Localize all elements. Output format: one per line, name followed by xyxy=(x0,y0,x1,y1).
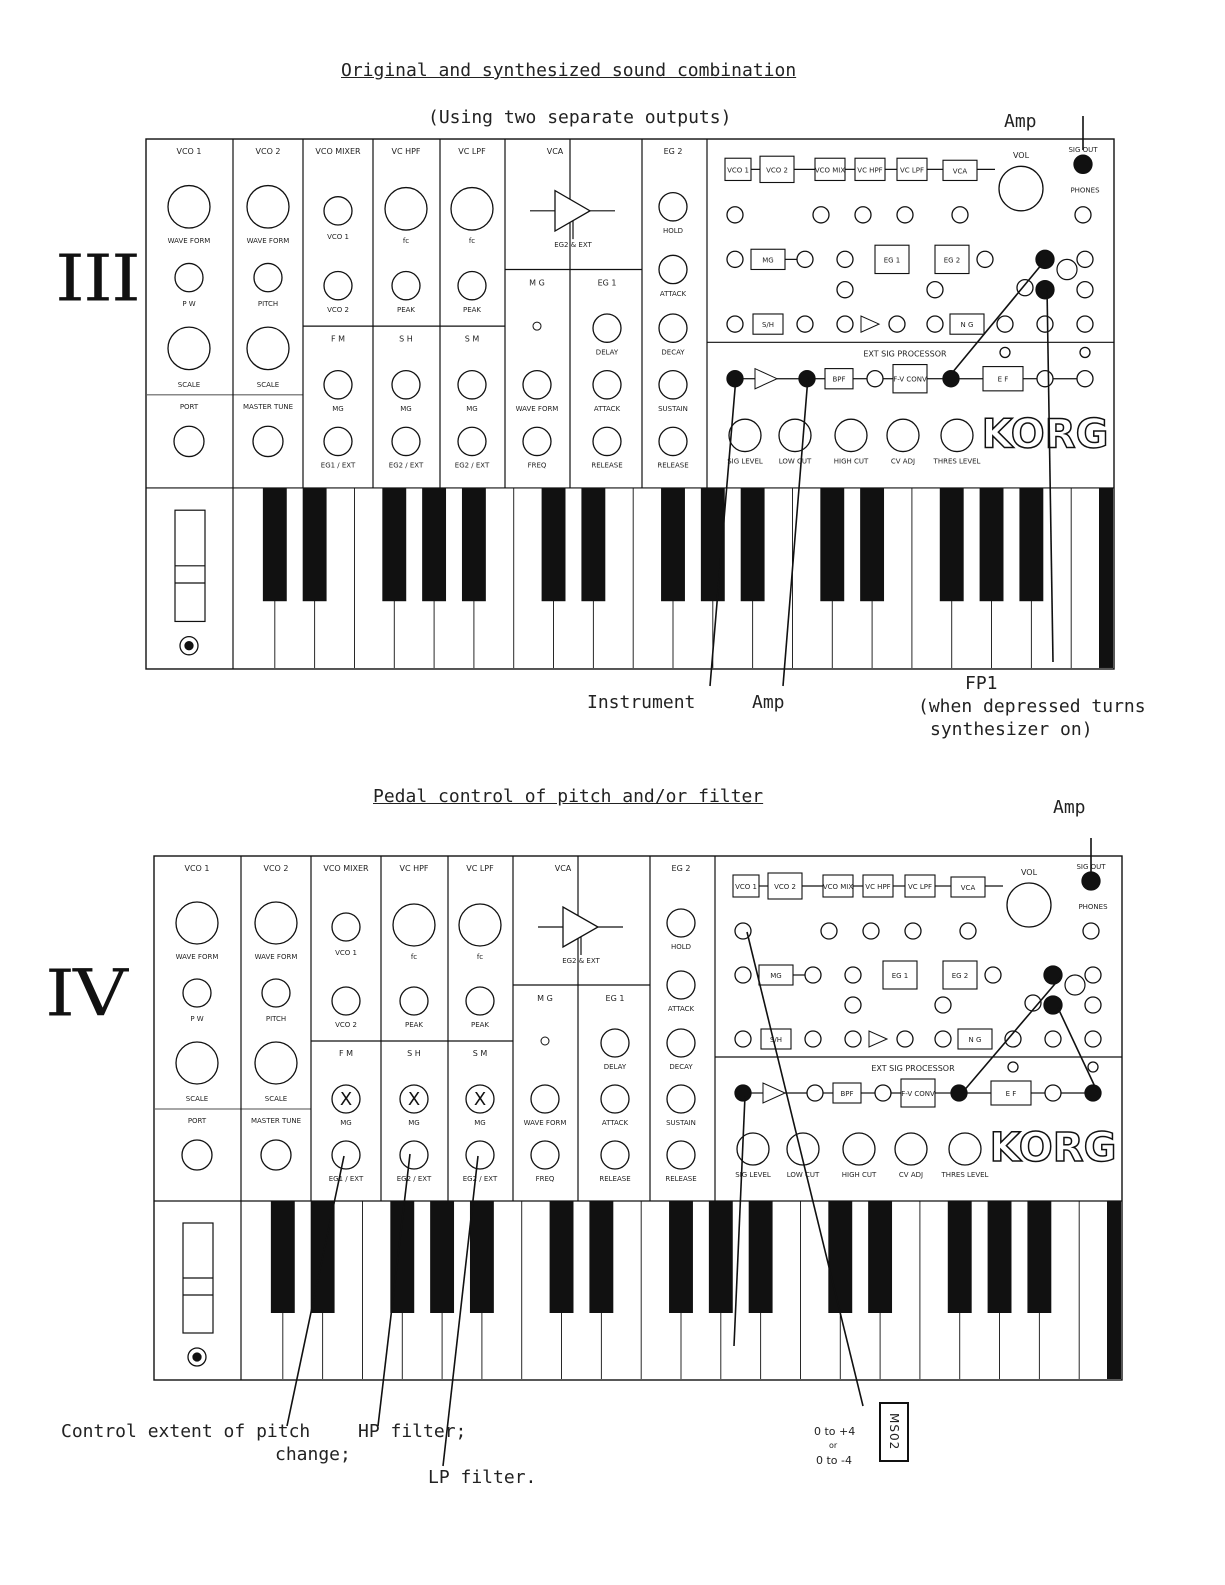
patch-vcomix-box-label: VCO MIX xyxy=(814,165,846,175)
hpf-peak-label: PEAK xyxy=(404,1021,424,1029)
section-iii-fp1-note-1: (when depressed turns xyxy=(918,696,1146,717)
eg2-decay-label: DECAY xyxy=(661,347,685,357)
patch-eg1-box-label: EG 1 xyxy=(883,255,901,265)
patch-vol-label: VOL xyxy=(1012,151,1030,161)
vco2-waveform-label: WAVE FORM xyxy=(254,953,298,961)
patch-phones-label: PHONES xyxy=(1070,185,1100,195)
patch-sh-box-label: S/H xyxy=(761,320,775,330)
mod-eg-label-1: EG2 / EXT xyxy=(396,1175,432,1183)
eg2-release-label: RELEASE xyxy=(665,1175,697,1183)
vco2-scale-label: SCALE xyxy=(256,379,280,389)
ext-knob-label-0: SIG LEVEL xyxy=(727,456,763,466)
section-iii-instrument-label: Instrument xyxy=(587,692,696,713)
section-iv-control-label-1: Control extent of pitch xyxy=(61,1421,311,1442)
section-header-2: VCO MIXER xyxy=(315,147,361,157)
section-iv-amp-top-label: Amp xyxy=(1053,797,1086,818)
patch-eg1-box-label: EG 1 xyxy=(891,972,909,980)
lower-header-1: S H xyxy=(407,1049,421,1058)
section-header-0: VCO 1 xyxy=(176,147,202,157)
section-iv-title: Pedal control of pitch and/or filter xyxy=(373,786,764,807)
mod-eg-label-2: EG2 / EXT xyxy=(462,1175,498,1183)
ext-knob-label-2: HIGH CUT xyxy=(841,1171,877,1179)
section-header-5: VCA xyxy=(546,147,564,157)
port-label: PORT xyxy=(179,402,199,412)
eg1-delay-label: DELAY xyxy=(603,1063,627,1071)
ext-bpf-box-label: BPF xyxy=(832,374,846,384)
ext-knob-label-3: CV ADJ xyxy=(890,456,916,466)
vco2-scale-label: SCALE xyxy=(264,1095,288,1103)
vco2-pitch-label: PITCH xyxy=(265,1015,287,1023)
mixer-vco1-label: VCO 1 xyxy=(335,949,357,957)
section-iii-numeral: III xyxy=(55,240,140,316)
vca-eg2-ext-label: EG2 & EXT xyxy=(554,240,592,250)
mg-header: M G xyxy=(537,994,553,1003)
eg2-sustain-label: SUSTAIN xyxy=(666,1119,696,1127)
korg-logo: KORG xyxy=(989,1125,1117,1171)
mod-mg-x-mark-0: X xyxy=(339,1089,353,1110)
patch-sigout-label: SIG OUT xyxy=(1076,863,1106,871)
vco1-pw-label: P W xyxy=(182,298,196,308)
section-header-3: VC HPF xyxy=(399,864,429,873)
section-iv-range-1: 0 to +4 xyxy=(814,1425,856,1438)
ext-knob-label-0: SIG LEVEL xyxy=(735,1171,771,1179)
patch-vco2-box-label: VCO 2 xyxy=(774,883,796,891)
master-tune-label: MASTER TUNE xyxy=(242,402,294,412)
mg-waveform-label: WAVE FORM xyxy=(523,1119,567,1127)
eg2-release-label: RELEASE xyxy=(657,460,689,470)
mod-mg-label-2: MG xyxy=(474,1119,486,1127)
port-label: PORT xyxy=(187,1117,207,1125)
mg-freq-label: FREQ xyxy=(527,460,547,470)
patch-mg-box-label: MG xyxy=(770,972,782,980)
eg2-sustain-label: SUSTAIN xyxy=(658,404,688,414)
mod-mg-x-mark-1: X xyxy=(407,1089,421,1110)
eg2-hold-label: HOLD xyxy=(670,943,692,951)
section-header-0: VCO 1 xyxy=(184,864,210,873)
eg2-decay-label: DECAY xyxy=(669,1063,693,1071)
patch-vco1-box-label: VCO 1 xyxy=(727,165,749,175)
mixer-vco2-label: VCO 2 xyxy=(327,304,349,314)
section-header-5: VCA xyxy=(554,864,572,873)
mod-eg-label-0: EG1 / EXT xyxy=(320,460,356,470)
patch-ng-box-label: N G xyxy=(960,320,974,330)
vco2-pitch-label: PITCH xyxy=(257,298,279,308)
vco1-waveform-label: WAVE FORM xyxy=(175,953,219,961)
hpf-fc-label: fc xyxy=(402,236,410,246)
mod-eg-label-2: EG2 / EXT xyxy=(454,460,490,470)
patch-vclpf-box-label: VC LPF xyxy=(907,883,933,891)
patch-sh-box-label: S/H xyxy=(769,1036,783,1044)
mixer-vco1-label: VCO 1 xyxy=(327,232,349,242)
section-iv-numeral: IV xyxy=(45,955,126,1031)
section-header-2: VCO MIXER xyxy=(323,864,369,873)
lower-header-0: F M xyxy=(330,334,346,344)
ext-fvconv-box-label: F-V CONV xyxy=(901,1090,935,1098)
hpf-fc-label: fc xyxy=(410,953,418,961)
ms02-label: MS02 xyxy=(887,1413,901,1451)
section-header-4: VC LPF xyxy=(466,864,494,873)
ext-knob-label-4: THRES LEVEL xyxy=(941,1171,989,1179)
ext-knob-label-2: HIGH CUT xyxy=(833,456,869,466)
vco1-scale-label: SCALE xyxy=(185,1095,209,1103)
mod-mg-label-1: MG xyxy=(400,404,412,414)
eg1-release-label: RELEASE xyxy=(591,460,623,470)
section-iii-amp-top-label: Amp xyxy=(1004,111,1037,132)
master-tune-label: MASTER TUNE xyxy=(250,1117,302,1125)
section-iii-fp1-label: FP1 xyxy=(965,673,998,694)
section-iv-control-label-2: change; xyxy=(275,1444,351,1465)
patch-phones-label: PHONES xyxy=(1078,903,1108,911)
patch-sigout-label: SIG OUT xyxy=(1068,145,1098,155)
eg1-attack-label: ATTACK xyxy=(593,404,621,414)
patch-vco2-box-label: VCO 2 xyxy=(766,165,788,175)
mg-waveform-label: WAVE FORM xyxy=(515,404,559,414)
eg2-attack-label: ATTACK xyxy=(659,288,687,298)
eg1-header: EG 1 xyxy=(597,278,617,288)
section-iv-range-or: or xyxy=(829,1441,838,1450)
patch-mg-box-label: MG xyxy=(762,255,774,265)
section-header-4: VC LPF xyxy=(458,147,486,157)
korg-logo: KORG xyxy=(981,411,1109,458)
ext-knob-label-1: LOW CUT xyxy=(778,456,812,466)
vco2-waveform-label: WAVE FORM xyxy=(246,236,290,246)
section-header-1: VCO 2 xyxy=(263,864,289,873)
patch-vclpf-box-label: VC LPF xyxy=(899,165,925,175)
section-iv-lp-label: LP filter. xyxy=(428,1467,537,1488)
ext-sig-processor-label: EXT SIG PROCESSOR xyxy=(863,349,947,359)
mod-mg-label-1: MG xyxy=(408,1119,420,1127)
section-iv-range-2: 0 to -4 xyxy=(816,1454,853,1467)
ext-sig-processor-label: EXT SIG PROCESSOR xyxy=(871,1064,955,1073)
synth-panel-iii-cables xyxy=(0,0,1225,760)
ext-bpf-box-label: BPF xyxy=(840,1090,854,1098)
section-iii-amp-bottom-label: Amp xyxy=(752,692,785,713)
patch-vco1-box-label: VCO 1 xyxy=(735,883,757,891)
lower-header-0: F M xyxy=(338,1049,354,1058)
lpf-peak-label: PEAK xyxy=(462,304,482,314)
mg-header: M G xyxy=(529,278,545,288)
eg2-hold-label: HOLD xyxy=(662,226,684,236)
mod-mg-x-mark-2: X xyxy=(473,1089,487,1110)
mod-eg-label-0: EG1 / EXT xyxy=(328,1175,364,1183)
section-iii-subtitle: (Using two separate outputs) xyxy=(428,107,732,128)
ext-knob-label-3: CV ADJ xyxy=(898,1171,924,1179)
ext-knob-label-4: THRES LEVEL xyxy=(933,456,981,466)
synth-panel-iv-cables xyxy=(0,760,1225,1480)
vco1-waveform-label: WAVE FORM xyxy=(167,236,211,246)
patch-vol-label: VOL xyxy=(1020,868,1038,877)
patch-eg2-box-label: EG 2 xyxy=(943,255,961,265)
patch-vca-box-label: VCA xyxy=(960,884,976,892)
section-iii-fp1-note-2: synthesizer on) xyxy=(930,719,1093,740)
vca-eg2-ext-label: EG2 & EXT xyxy=(562,957,600,965)
section-iv-hp-label: HP filter; xyxy=(358,1421,467,1442)
ext-knob-label-1: LOW CUT xyxy=(786,1171,820,1179)
patch-ng-box-label: N G xyxy=(968,1036,982,1044)
lpf-fc-label: fc xyxy=(476,953,484,961)
eg1-attack-label: ATTACK xyxy=(601,1119,629,1127)
eg2-attack-label: ATTACK xyxy=(667,1005,695,1013)
mod-mg-label-0: MG xyxy=(332,404,344,414)
lower-header-2: S M xyxy=(472,1049,488,1058)
lower-header-2: S M xyxy=(464,334,480,344)
eg1-release-label: RELEASE xyxy=(599,1175,631,1183)
patch-eg2-box-label: EG 2 xyxy=(951,972,969,980)
vco1-pw-label: P W xyxy=(190,1015,204,1023)
ext-fvconv-box-label: F-V CONV xyxy=(893,374,927,384)
mg-freq-label: FREQ xyxy=(535,1175,555,1183)
section-header-3: VC HPF xyxy=(391,147,421,157)
section-header-6: EG 2 xyxy=(671,864,691,873)
mixer-vco2-label: VCO 2 xyxy=(335,1021,357,1029)
ext-ef-box-label: E F xyxy=(1005,1090,1017,1098)
lpf-peak-label: PEAK xyxy=(470,1021,490,1029)
hpf-peak-label: PEAK xyxy=(396,304,416,314)
mod-mg-label-2: MG xyxy=(466,404,478,414)
patch-vchpf-box-label: VC HPF xyxy=(857,165,883,175)
ext-ef-box-label: E F xyxy=(997,374,1009,384)
patch-vcomix-box-label: VCO MIX xyxy=(822,883,854,891)
patch-vca-box-label: VCA xyxy=(952,166,968,176)
eg1-delay-label: DELAY xyxy=(595,347,619,357)
eg1-header: EG 1 xyxy=(605,994,625,1003)
section-iii-title: Original and synthesized sound combination xyxy=(341,60,797,81)
section-header-1: VCO 2 xyxy=(255,147,281,157)
mod-eg-label-1: EG2 / EXT xyxy=(388,460,424,470)
lower-header-1: S H xyxy=(399,334,413,344)
section-header-6: EG 2 xyxy=(663,147,683,157)
lpf-fc-label: fc xyxy=(468,236,476,246)
mod-mg-label-0: MG xyxy=(340,1119,352,1127)
patch-vchpf-box-label: VC HPF xyxy=(865,883,891,891)
vco1-scale-label: SCALE xyxy=(177,379,201,389)
